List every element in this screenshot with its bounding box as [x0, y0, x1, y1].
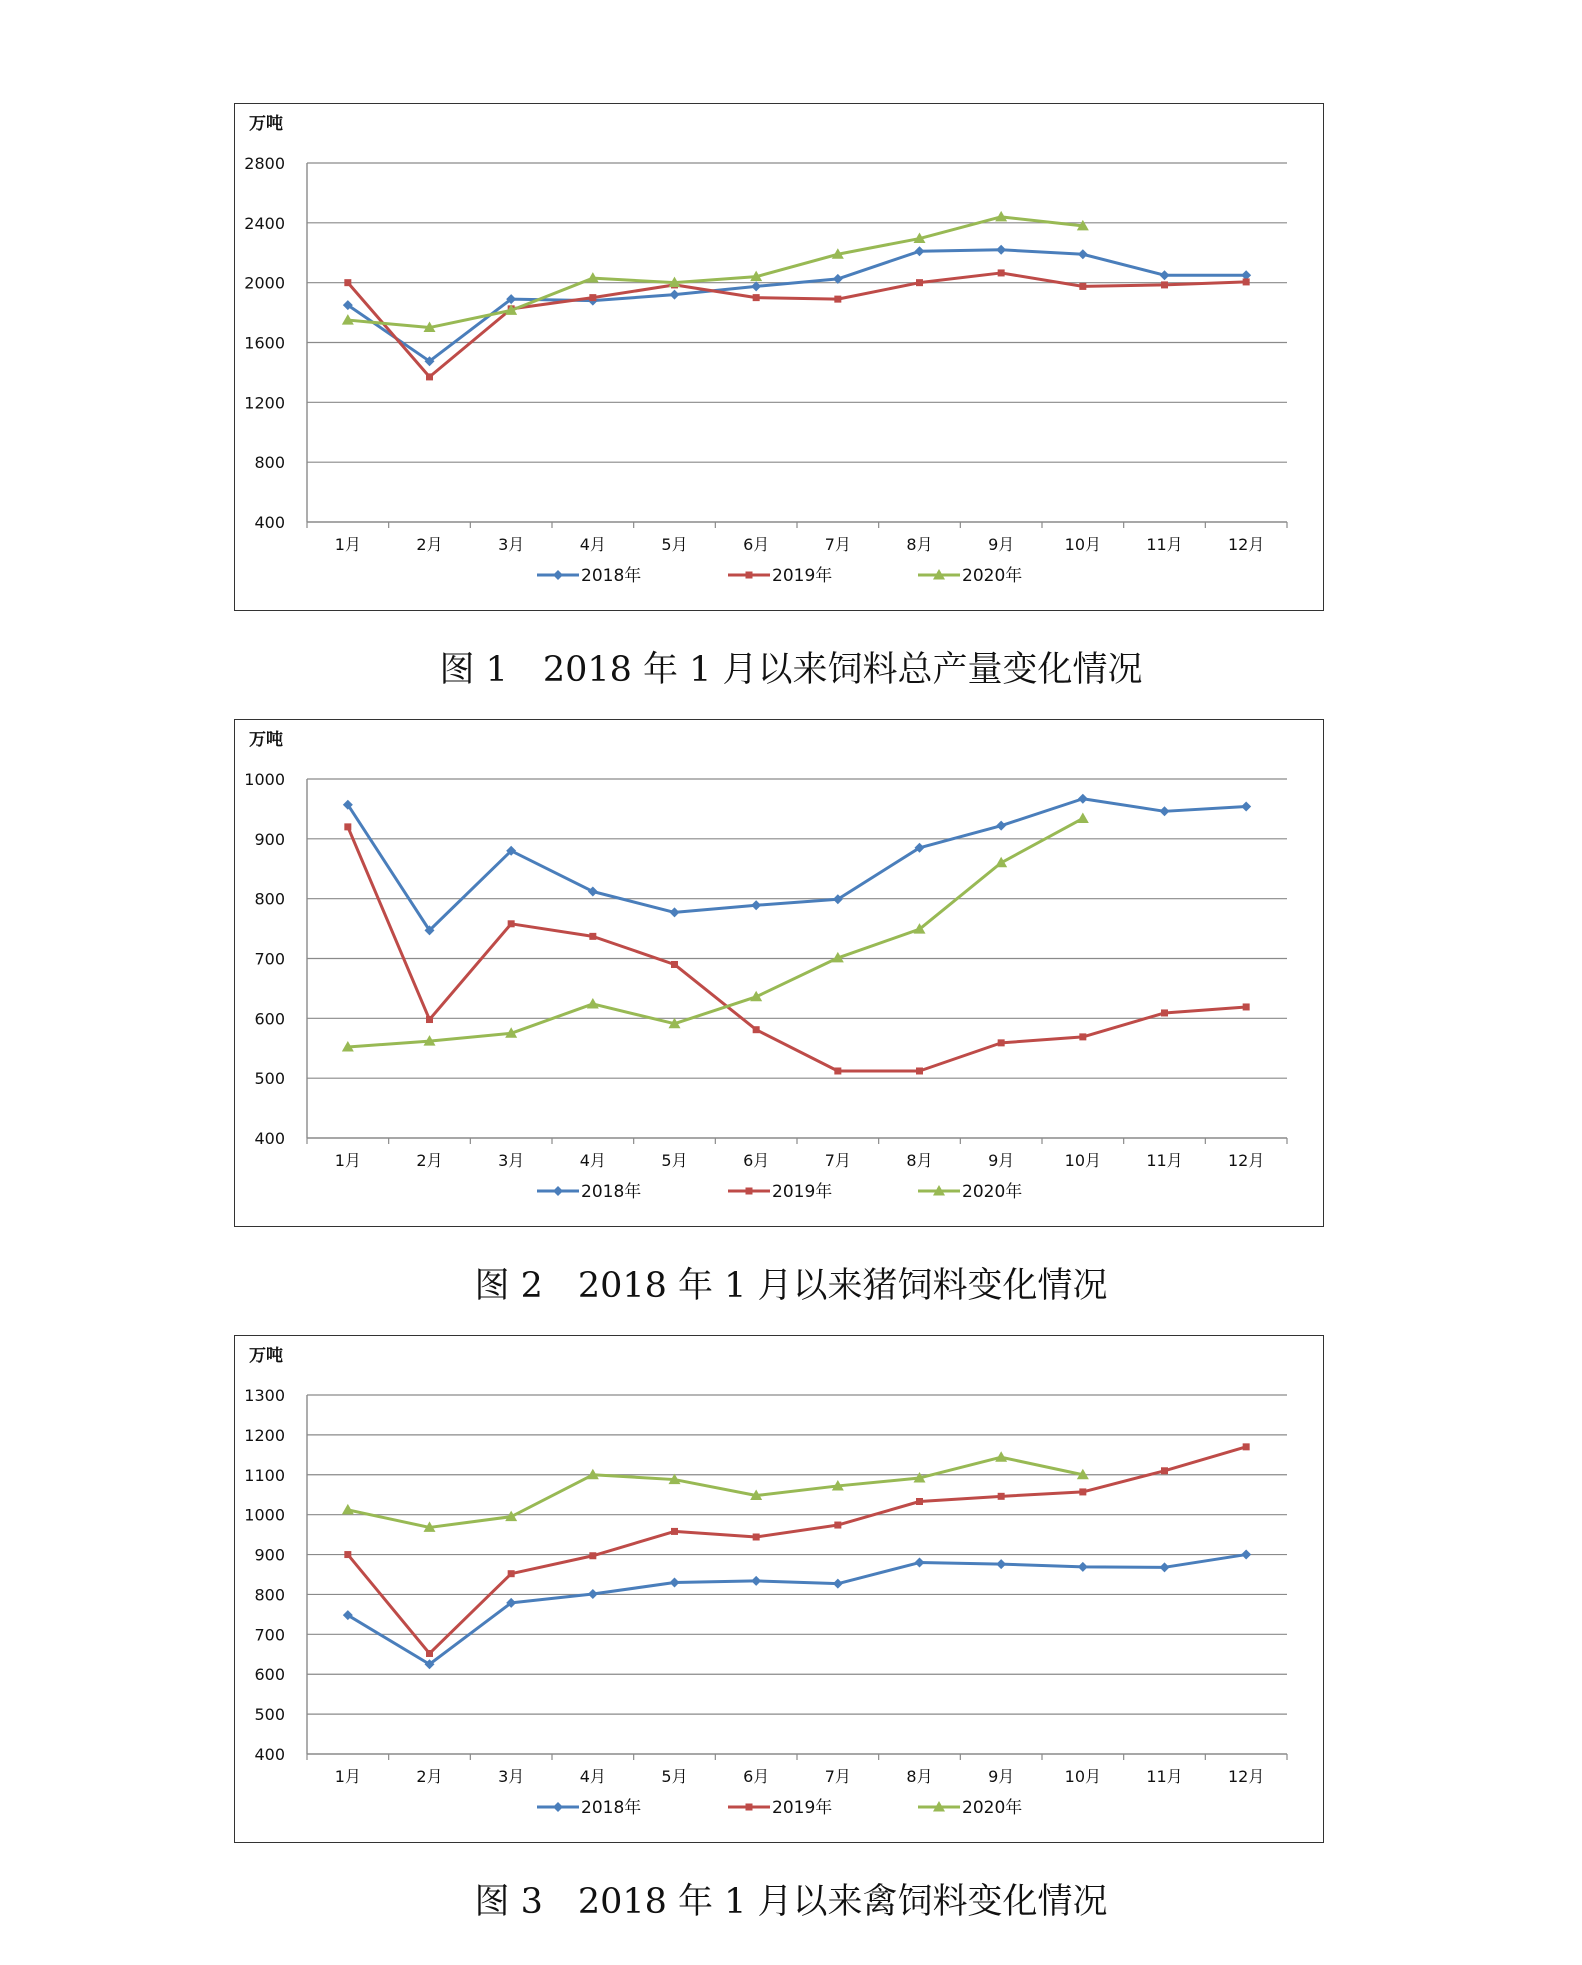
x-tick-label: 10月 — [1064, 1767, 1102, 1786]
data-point — [1241, 802, 1251, 812]
legend-item — [728, 565, 832, 586]
legend-label: 2020年 — [962, 1182, 1023, 1202]
x-tick-label: 10月 — [1064, 535, 1102, 554]
data-point — [996, 821, 1006, 831]
data-point — [998, 1493, 1005, 1500]
data-point — [1078, 1562, 1088, 1572]
data-point — [753, 294, 760, 301]
line-chart-3 — [235, 1336, 1325, 1844]
data-point — [1079, 1488, 1086, 1495]
y-tick-label: 700 — [254, 949, 285, 969]
series-2020年 — [342, 211, 1089, 332]
data-point — [342, 1504, 354, 1515]
x-tick-label: 9月 — [988, 1767, 1015, 1786]
x-tick-label: 8月 — [906, 1767, 933, 1786]
data-point — [916, 279, 923, 286]
data-point — [1079, 283, 1086, 290]
data-point — [588, 1589, 598, 1599]
legend-marker — [746, 1804, 753, 1811]
data-point — [1243, 278, 1250, 285]
data-point — [344, 1551, 351, 1558]
x-tick-label: 1月 — [334, 1151, 361, 1170]
x-tick-label: 4月 — [579, 535, 606, 554]
data-point — [671, 961, 678, 968]
x-tick-label: 9月 — [988, 535, 1015, 554]
data-point — [753, 1026, 760, 1033]
series-2018年 — [343, 245, 1251, 366]
data-point — [998, 1039, 1005, 1046]
legend-label: 2019年 — [772, 1182, 833, 1202]
x-tick-label: 4月 — [579, 1767, 606, 1786]
y-tick-label: 2400 — [244, 213, 285, 233]
legend-label: 2018年 — [581, 1798, 642, 1818]
x-tick-label: 5月 — [661, 535, 688, 554]
legend-item — [918, 1181, 1022, 1202]
x-tick-label: 10月 — [1064, 1151, 1102, 1170]
data-point — [589, 933, 596, 940]
data-point — [1078, 249, 1088, 259]
series-line — [348, 1457, 1083, 1527]
data-point — [1160, 270, 1170, 280]
legend-marker — [553, 1186, 563, 1196]
data-point — [1243, 1443, 1250, 1450]
data-point — [426, 1016, 433, 1023]
y-tick-label: 400 — [254, 1745, 285, 1764]
legend-label: 2019年 — [772, 1798, 833, 1818]
y-tick-label: 1200 — [244, 1425, 285, 1445]
series-line — [348, 799, 1246, 931]
data-point — [344, 823, 351, 830]
legend-item — [537, 1797, 641, 1818]
series-line — [348, 827, 1246, 1071]
caption-text: 图 2 2018 年 1 月以来猪饲料变化情况 — [474, 1266, 1108, 1306]
data-point — [995, 1451, 1007, 1462]
y-tick-label: 1000 — [244, 770, 285, 789]
data-point — [671, 1528, 678, 1535]
data-point — [915, 246, 925, 256]
x-tick-label: 3月 — [498, 535, 525, 554]
x-tick-label: 2月 — [416, 1767, 443, 1786]
y-tick-label: 700 — [254, 1625, 285, 1645]
legend-item — [728, 1181, 832, 1202]
data-point — [996, 245, 1006, 255]
data-point — [670, 907, 680, 917]
line-chart-2 — [235, 720, 1325, 1228]
y-tick-label: 1600 — [244, 333, 285, 353]
legend-item — [918, 565, 1022, 586]
gridlines — [307, 163, 1287, 462]
data-point — [1243, 1003, 1250, 1010]
chart-panel-1 — [234, 103, 1324, 611]
legend-item — [918, 1797, 1022, 1818]
data-point — [834, 1067, 841, 1074]
y-tick-label: 900 — [254, 829, 285, 849]
x-tick-label: 7月 — [824, 1151, 851, 1170]
x-tick-label: 1月 — [334, 535, 361, 554]
caption-text: 图 1 2018 年 1 月以来饲料总产量变化情况 — [439, 650, 1143, 690]
legend-marker — [553, 570, 563, 580]
data-point — [996, 1559, 1006, 1569]
series-line — [348, 1555, 1246, 1665]
x-tick-label: 3月 — [498, 1767, 525, 1786]
data-point — [834, 1522, 841, 1529]
y-tick-label: 500 — [254, 1069, 285, 1089]
data-point — [670, 1577, 680, 1587]
data-point — [344, 279, 351, 286]
series-2018年 — [343, 794, 1251, 936]
series-2019年 — [344, 269, 1249, 380]
x-tick-label: 2月 — [416, 535, 443, 554]
chart-panel-2 — [234, 719, 1324, 1227]
data-point — [588, 886, 598, 896]
x-tick-label: 8月 — [906, 535, 933, 554]
legend-item — [728, 1797, 832, 1818]
x-tick-label: 4月 — [579, 1151, 606, 1170]
caption-text: 图 3 2018 年 1 月以来禽饲料变化情况 — [474, 1882, 1108, 1922]
data-point — [751, 900, 761, 910]
x-tick-label: 11月 — [1146, 1151, 1183, 1170]
x-tick-label: 3月 — [498, 1151, 525, 1170]
legend-label: 2018年 — [581, 1182, 642, 1202]
gridlines — [307, 1395, 1287, 1714]
data-point — [834, 296, 841, 303]
y-tick-label: 1300 — [244, 1386, 285, 1405]
data-point — [916, 1067, 923, 1074]
x-tick-label: 2月 — [416, 1151, 443, 1170]
gridlines — [307, 779, 1287, 1078]
series-line — [348, 818, 1083, 1047]
x-tick-label: 6月 — [743, 535, 770, 554]
series-line — [348, 217, 1083, 328]
x-tick-label: 6月 — [743, 1767, 770, 1786]
x-tick-label: 8月 — [906, 1151, 933, 1170]
y-tick-label: 400 — [254, 513, 285, 532]
y-tick-label: 1100 — [244, 1465, 285, 1485]
x-tick-label: 12月 — [1227, 1767, 1265, 1786]
data-point — [670, 290, 680, 300]
data-point — [1161, 1009, 1168, 1016]
data-point — [1241, 1550, 1251, 1560]
y-tick-label: 800 — [254, 889, 285, 909]
y-tick-label: 1000 — [244, 1505, 285, 1525]
y-tick-label: 600 — [254, 1009, 285, 1029]
y-tick-label: 1200 — [244, 393, 285, 413]
legend-marker — [746, 1188, 753, 1195]
data-point — [1077, 812, 1089, 823]
data-point — [1161, 281, 1168, 288]
y-unit-label: 万吨 — [249, 730, 283, 750]
data-point — [587, 998, 599, 1009]
y-tick-label: 500 — [254, 1705, 285, 1725]
y-unit-label: 万吨 — [249, 1346, 283, 1366]
data-point — [589, 1552, 596, 1559]
y-tick-label: 2000 — [244, 273, 285, 293]
legend-item — [537, 565, 641, 586]
data-point — [915, 1558, 925, 1568]
x-tick-label: 5月 — [661, 1151, 688, 1170]
data-point — [1161, 1467, 1168, 1474]
data-point — [998, 269, 1005, 276]
x-tick-label: 7月 — [824, 1767, 851, 1786]
legend-marker — [746, 572, 753, 579]
data-point — [589, 294, 596, 301]
y-tick-label: 800 — [254, 1585, 285, 1605]
data-point — [1160, 806, 1170, 816]
data-point — [1160, 1562, 1170, 1572]
x-tick-label: 5月 — [661, 1767, 688, 1786]
line-chart-1 — [235, 104, 1325, 612]
data-point — [753, 1534, 760, 1541]
data-point — [426, 373, 433, 380]
y-tick-label: 2800 — [244, 154, 285, 173]
legend-label: 2020年 — [962, 1798, 1023, 1818]
legend-label: 2020年 — [962, 566, 1023, 586]
data-point — [1078, 794, 1088, 804]
y-unit-label: 万吨 — [249, 114, 283, 134]
data-point — [508, 920, 515, 927]
chart-panel-3 — [234, 1335, 1324, 1843]
x-tick-label: 1月 — [334, 1767, 361, 1786]
x-tick-label: 9月 — [988, 1151, 1015, 1170]
figure-caption-3 — [0, 1874, 1582, 1924]
legend-item — [537, 1181, 641, 1202]
figure-caption-1 — [0, 642, 1582, 692]
y-tick-label: 900 — [254, 1545, 285, 1565]
y-tick-label: 400 — [254, 1129, 285, 1148]
x-tick-label: 12月 — [1227, 1151, 1265, 1170]
data-point — [1079, 1033, 1086, 1040]
legend-marker — [553, 1802, 563, 1812]
figure-caption-2 — [0, 1258, 1582, 1308]
x-tick-label: 11月 — [1146, 535, 1183, 554]
data-point — [508, 1570, 515, 1577]
x-tick-label: 6月 — [743, 1151, 770, 1170]
x-tick-label: 11月 — [1146, 1767, 1183, 1786]
series-2018年 — [343, 1550, 1251, 1670]
series-2020年 — [342, 812, 1089, 1051]
x-tick-label: 12月 — [1227, 535, 1265, 554]
legend-label: 2019年 — [772, 566, 833, 586]
data-point — [916, 1498, 923, 1505]
series-line — [348, 273, 1246, 377]
y-tick-label: 600 — [254, 1665, 285, 1685]
data-point — [751, 1576, 761, 1586]
data-point — [426, 1650, 433, 1657]
legend-label: 2018年 — [581, 566, 642, 586]
y-tick-label: 800 — [254, 453, 285, 473]
data-point — [833, 1579, 843, 1589]
x-tick-label: 7月 — [824, 535, 851, 554]
series-2020年 — [342, 1451, 1089, 1532]
